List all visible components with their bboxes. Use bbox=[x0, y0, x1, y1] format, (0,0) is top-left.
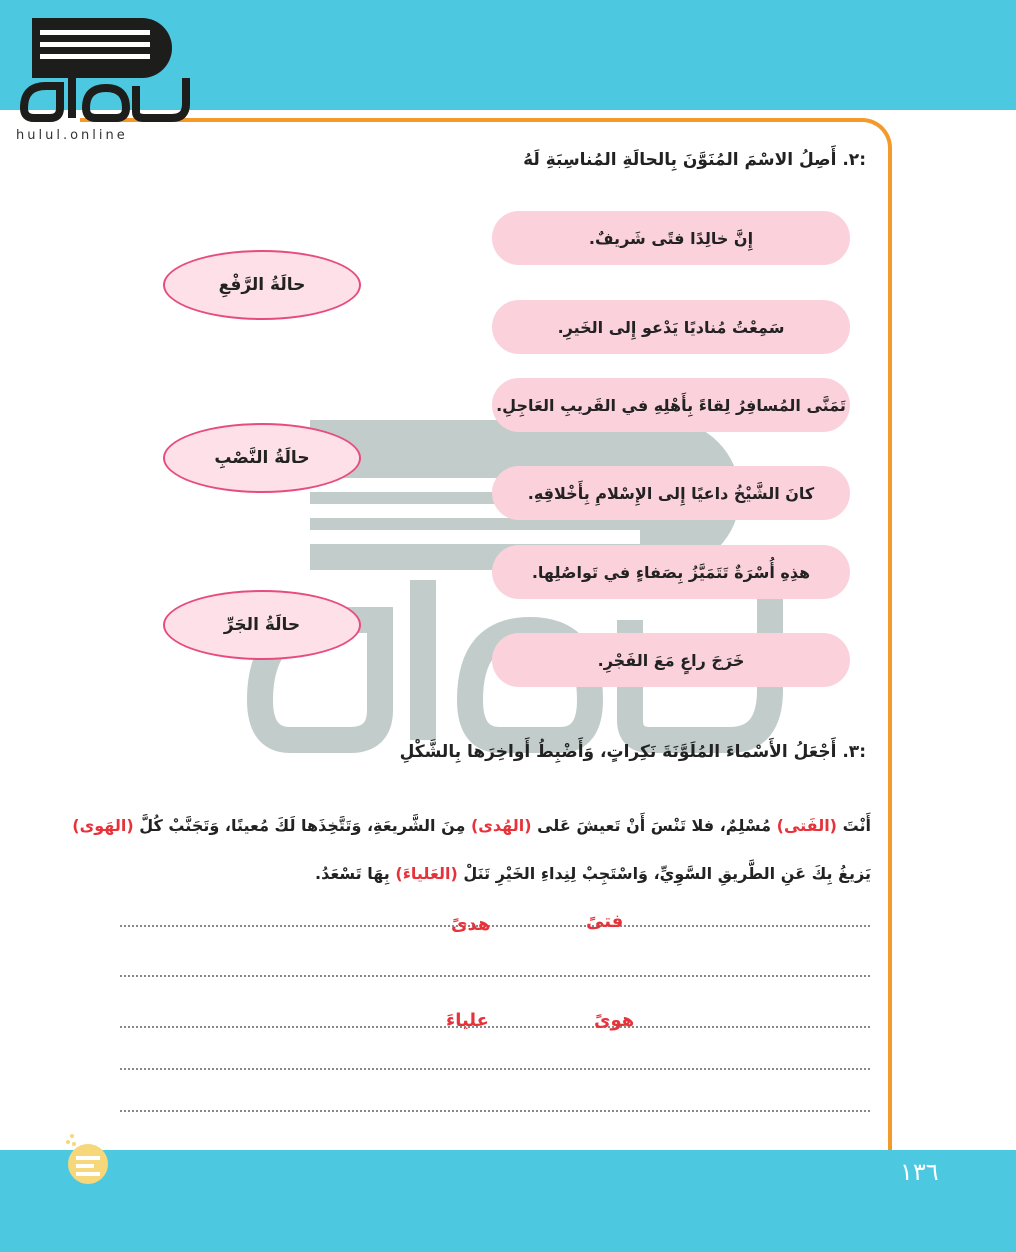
logo-subtitle-en: hulul.online bbox=[16, 128, 128, 143]
answer-alyaa: علياءَ bbox=[446, 1010, 489, 1031]
case-raf[interactable]: حالَةُ الرَّفْعِ bbox=[163, 250, 361, 320]
colored-word-alhawa: (الهَوى) bbox=[72, 816, 134, 835]
hulul-logo-icon bbox=[10, 8, 200, 148]
text-segment: أَنْتَ bbox=[837, 816, 871, 835]
text-segment: مُسْلِمٌ، فلا تَنْسَ أَنْ تَعيشَ عَلى bbox=[531, 816, 777, 835]
colored-word-alhuda: (الهُدى) bbox=[470, 816, 532, 835]
colored-word-alalyaa: (العَلياءَ) bbox=[395, 864, 458, 883]
answer-line-2[interactable] bbox=[120, 975, 870, 977]
publisher-logo-icon bbox=[60, 1128, 110, 1188]
case-jarr[interactable]: حالَةُ الجَرِّ bbox=[163, 590, 361, 660]
sentence-1[interactable]: إِنَّ خالِدًا فتًى شَريفٌ. bbox=[492, 211, 850, 265]
question-3-title: ٣. أَجْعَلُ الأَسْماءَ المُلَوَّنَةَ نَكِراتٍ، وَأَضْبِطُ أَواخِرَها بِالشَّكْلِ: bbox=[399, 742, 866, 762]
answer-hawan: هوىً bbox=[594, 1010, 635, 1031]
colored-word-alfata: (الفَتى) bbox=[776, 816, 837, 835]
sentence-2[interactable]: سَمِعْتُ مُناديًا يَدْعو إِلى الخَيرِ. bbox=[492, 300, 850, 354]
answer-line-3[interactable] bbox=[120, 1026, 870, 1028]
bottom-band bbox=[0, 1150, 1016, 1252]
question-2-title: ٢. أَصِلُ الاسْمَ المُنَوَّنَ بِالحالَةِ المُناسِبَةِ لَهُ: bbox=[523, 150, 866, 170]
paragraph-line-1 bbox=[72, 816, 871, 835]
sentence-6[interactable]: خَرَجَ راعٍ مَعَ الفَجْرِ. bbox=[492, 633, 850, 687]
sentence-3[interactable]: تَمَنَّى المُسافِرُ لِقاءً بِأَهْلِهِ في القَريبِ العَاجِلِ. bbox=[492, 378, 850, 432]
page-number: ١٣٦ bbox=[900, 1158, 939, 1186]
paragraph-line-2 bbox=[315, 864, 871, 883]
answer-line-5[interactable] bbox=[120, 1110, 870, 1112]
case-nasb[interactable]: حالَةُ النَّصْبِ bbox=[163, 423, 361, 493]
text-segment: مِنَ الشَّريعَةِ، وَتَتَّخِذَها لَكَ مُعينًا، وَتَجَنَّبْ كُلَّ bbox=[133, 816, 471, 835]
answer-hudan: هدىً bbox=[451, 914, 491, 935]
text-segment: بِهَا تَسْعَدُ. bbox=[315, 864, 396, 883]
text-segment: يَزيغُ بِكَ عَنِ الطَّريقِ السَّوِيِّ، وَاسْتَجِبْ لِنِداءِ الخَيْرِ تَنَلْ bbox=[457, 864, 871, 883]
answer-fatan: فتىً bbox=[586, 911, 624, 932]
sentence-5[interactable]: هذِهِ أُسْرَةٌ تَتَمَيَّزُ بِصَفاءٍ في تَواصُلِها. bbox=[492, 545, 850, 599]
sentence-4[interactable]: كانَ الشَّيْخُ داعيًا إِلى الإِسْلامِ بِأَخْلاقِهِ. bbox=[492, 466, 850, 520]
answer-line-1[interactable] bbox=[120, 925, 870, 927]
answer-line-4[interactable] bbox=[120, 1068, 870, 1070]
